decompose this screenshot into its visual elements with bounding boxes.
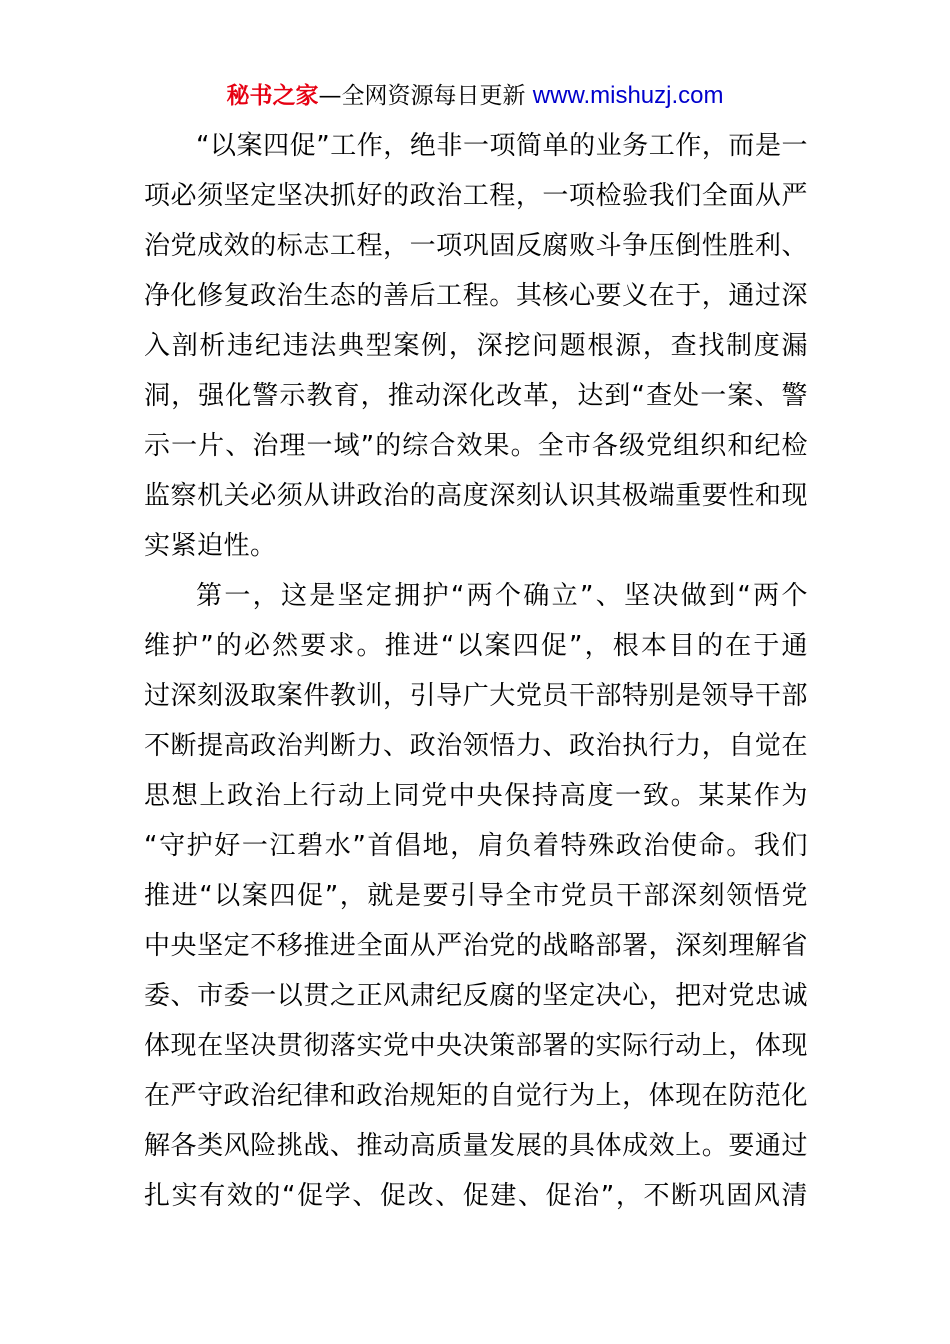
paragraph-1-line-3: 治党成效的标志工程，一项巩固反腐败斗争压倒性胜利、: [144, 231, 808, 261]
paragraph-2-line-5: 思想上政治上行动上同党中央保持高度一致。某某作为: [144, 781, 808, 811]
paragraph-2-line-9: 委、市委一以贯之正风肃纪反腐的坚定决心，把对党忠诚: [144, 981, 808, 1011]
paragraph-1-line-6: 洞，强化警示教育，推动深化改革，达到“查处一案、警: [144, 381, 808, 411]
paragraph-2-line-3: 过深刻汲取案件教训，引导广大党员干部特别是领导干部: [144, 681, 808, 711]
paragraph-2-line-12: 解各类风险挑战、推动高质量发展的具体成效上。要通过: [144, 1131, 808, 1161]
site-header: [0, 80, 950, 112]
paragraph-2-line-6: “守护好一江碧水”首倡地，肩负着特殊政治使命。我们: [144, 831, 808, 861]
site-slogan: —全网资源每日更新: [318, 83, 526, 109]
paragraph-1-line-2: 项必须坚定坚决抓好的政治工程，一项检验我们全面从严: [144, 181, 808, 211]
paragraph-1-line-8: 监察机关必须从讲政治的高度深刻认识其极端重要性和现: [144, 481, 808, 511]
paragraph-2-line-1: 第一，这是坚定拥护“两个确立”、坚决做到“两个: [196, 581, 808, 611]
paragraph-1-line-4: 净化修复政治生态的善后工程。其核心要义在于，通过深: [144, 281, 808, 311]
paragraph-2-line-4: 不断提高政治判断力、政治领悟力、政治执行力，自觉在: [144, 731, 808, 761]
paragraph-1-line-9: 实紧迫性。: [144, 531, 277, 561]
paragraph-2-line-2: 维护”的必然要求。推进“以案四促”，根本目的在于通: [144, 631, 808, 661]
paragraph-2-line-7: 推进“以案四促”，就是要引导全市党员干部深刻领悟党: [144, 881, 808, 911]
paragraph-2-line-13: 扎实有效的“促学、促改、促建、促治”，不断巩固风清: [144, 1181, 808, 1211]
paragraph-1-line-7: 示一片、治理一域”的综合效果。全市各级党组织和纪检: [144, 431, 808, 461]
site-url[interactable]: www.mishuzj.com: [532, 82, 724, 109]
paragraph-2-line-8: 中央坚定不移推进全面从严治党的战略部署，深刻理解省: [144, 931, 808, 961]
paragraph-2-line-10: 体现在坚决贯彻落实党中央决策部署的实际行动上，体现: [144, 1031, 808, 1061]
paragraph-1-line-1: “以案四促”工作，绝非一项简单的业务工作，而是一: [196, 131, 808, 161]
paragraph-1-line-5: 入剖析违纪违法典型案例，深挖问题根源，查找制度漏: [144, 331, 808, 361]
site-brand: 秘书之家: [226, 83, 319, 109]
paragraph-2-line-11: 在严守政治纪律和政治规矩的自觉行为上，体现在防范化: [144, 1081, 808, 1111]
